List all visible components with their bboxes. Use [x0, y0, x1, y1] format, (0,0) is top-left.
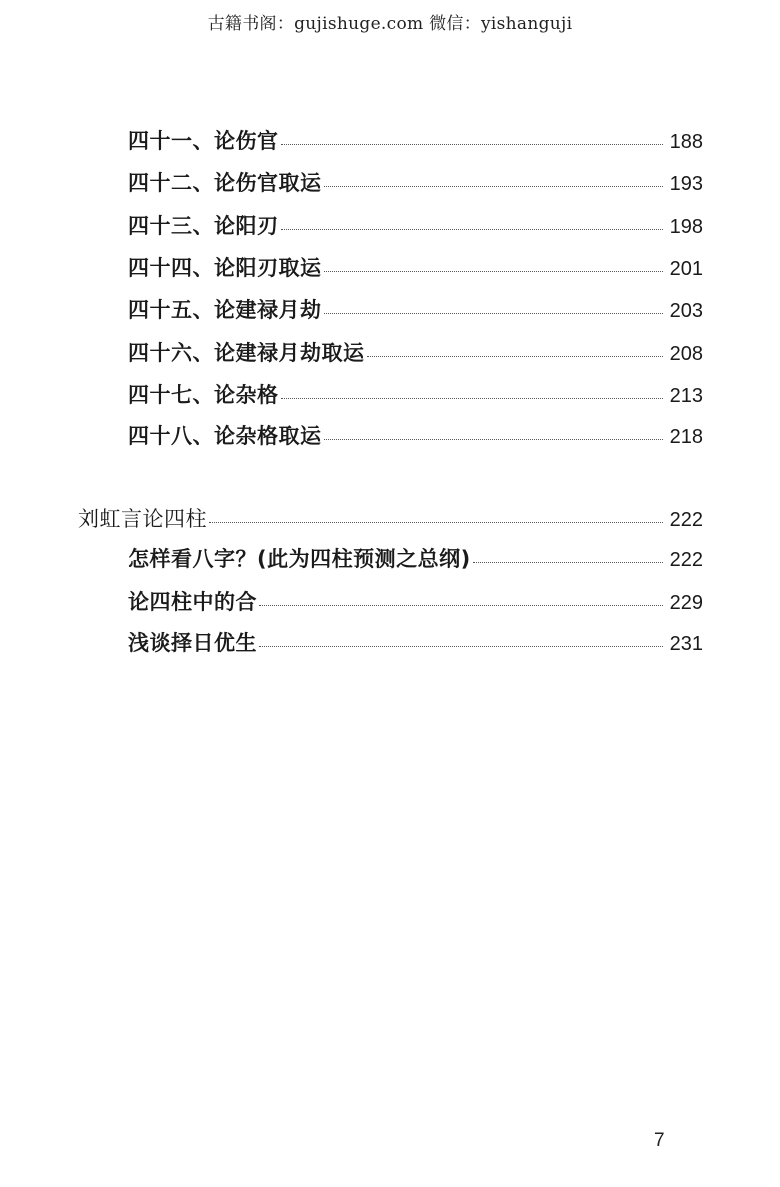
toc-entry[interactable] — [128, 295, 703, 325]
toc-entry-title: 浅谈择日优生 — [128, 631, 257, 655]
toc-entry[interactable] — [128, 587, 703, 617]
toc-entry-page: 193 — [669, 173, 703, 195]
toc-entry-page: 222 — [669, 549, 703, 571]
toc-entry-title: 刘虹言论四柱 — [78, 507, 207, 531]
toc-entry-page: 208 — [669, 343, 703, 365]
dot-leader — [209, 522, 663, 523]
toc-entry-title: 四十一、论伤官 — [128, 129, 279, 153]
toc-entry[interactable] — [128, 380, 703, 410]
toc-entry-page: 188 — [669, 131, 703, 153]
toc-entry-page: 198 — [669, 216, 703, 238]
toc-entry[interactable] — [128, 253, 703, 283]
dot-leader — [473, 562, 663, 563]
toc-section-entry[interactable] — [78, 504, 703, 534]
dot-leader — [324, 271, 664, 272]
toc-entry[interactable] — [128, 168, 703, 198]
toc-entry-title: 怎样看八字？(此为四柱预测之总纲) — [128, 547, 471, 571]
toc-entry[interactable] — [128, 126, 703, 156]
toc-entry-title: 四十四、论阳刃取运 — [128, 256, 322, 280]
dot-leader — [281, 229, 664, 230]
dot-leader — [259, 605, 663, 606]
toc-entry-title: 四十二、论伤官取运 — [128, 171, 322, 195]
toc-entry[interactable] — [128, 421, 703, 451]
toc-entry-page: 222 — [669, 509, 703, 531]
toc-entry-title: 四十五、论建禄月劫 — [128, 298, 322, 322]
toc-entry-title: 四十八、论杂格取运 — [128, 424, 322, 448]
dot-leader — [259, 646, 663, 647]
dot-leader — [324, 313, 664, 314]
toc-entry[interactable] — [128, 544, 703, 574]
toc-entry-page: 218 — [669, 426, 703, 448]
toc-entry-title: 四十三、论阳刃 — [128, 214, 279, 238]
toc-entry-title: 四十七、论杂格 — [128, 383, 279, 407]
dot-leader — [324, 186, 664, 187]
dot-leader — [281, 398, 664, 399]
site-watermark-header: 古籍书阁：gujishuge.com 微信：yishanguji — [207, 14, 573, 34]
toc-entry-page: 229 — [669, 592, 703, 614]
toc-entry-page: 203 — [669, 300, 703, 322]
toc-entry-title: 四十六、论建禄月劫取运 — [128, 341, 365, 365]
page-number: 7 — [654, 1130, 665, 1151]
dot-leader — [281, 144, 664, 145]
toc-entry[interactable] — [128, 628, 703, 658]
dot-leader — [367, 356, 664, 357]
dot-leader — [324, 439, 664, 440]
toc-entry-title: 论四柱中的合 — [128, 590, 257, 614]
toc-entry-page: 213 — [669, 385, 703, 407]
toc-entry[interactable] — [128, 211, 703, 241]
toc-entry-page: 231 — [669, 633, 703, 655]
toc-entry[interactable] — [128, 338, 703, 368]
toc-entry-page: 201 — [669, 258, 703, 280]
